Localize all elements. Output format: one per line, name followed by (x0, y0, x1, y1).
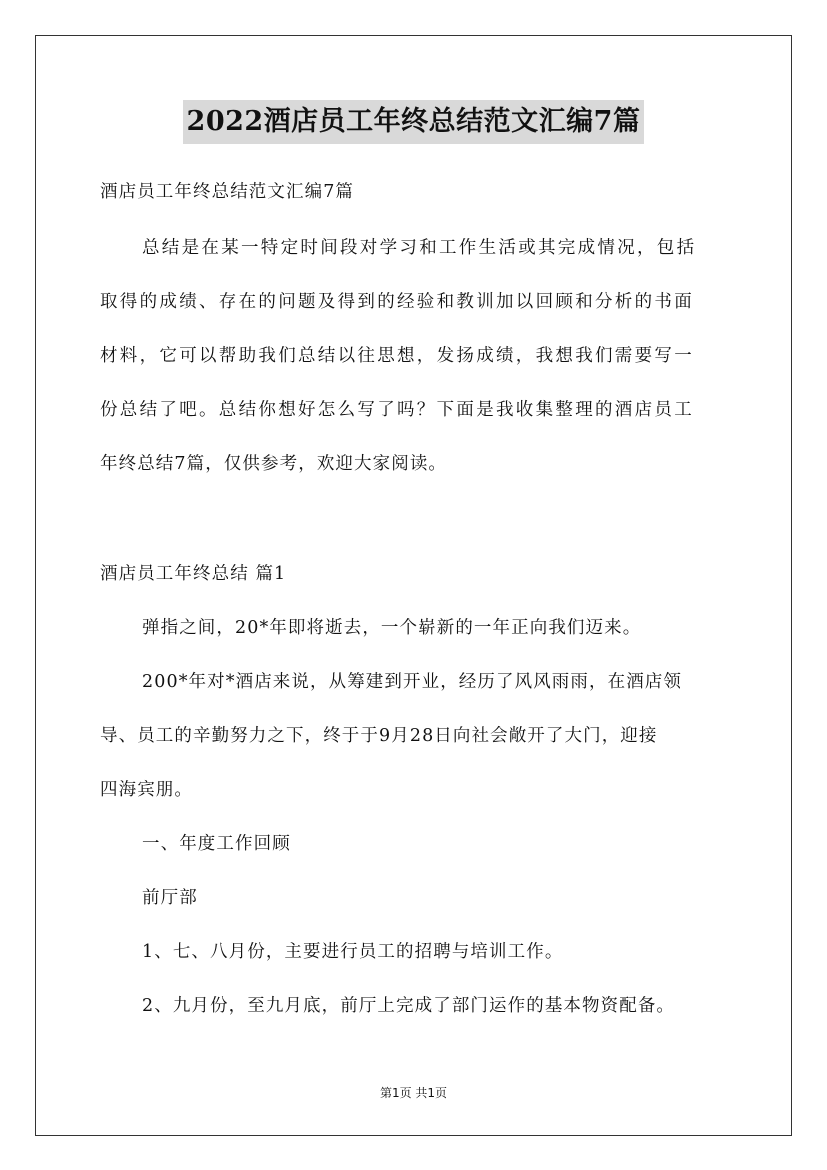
body-line-1: 弹指之间，20*年即将逝去，一个崭新的一年正向我们迈来。 (142, 618, 642, 638)
body-item-2: 2、九月份，至九月底，前厅上完成了部门运作的基本物资配备。 (142, 996, 676, 1016)
body-item-1: 1、七、八月份，主要进行员工的招聘与培训工作。 (142, 942, 564, 962)
body-heading-review: 一、年度工作回顾 (142, 834, 291, 854)
document-title: 2022酒店员工年终总结范文汇编7篇 (183, 100, 645, 144)
body-heading-front-office: 前厅部 (142, 888, 198, 908)
document-title-wrap (0, 100, 827, 144)
document-subtitle: 酒店员工年终总结范文汇编7篇 (100, 182, 355, 202)
intro-line-4: 份总结了吧。总结你想好怎么写了吗？下面是我收集整理的酒店员工 (100, 400, 694, 420)
intro-line-2: 取得的成绩、存在的问题及得到的经验和教训加以回顾和分析的书面 (100, 292, 694, 312)
intro-line-1: 总结是在某一特定时间段对学习和工作生活或其完成情况，包括 (142, 238, 697, 258)
body-line-2: 200*年对*酒店来说，从筹建到开业，经历了风风雨雨，在酒店领 (142, 672, 682, 692)
section-heading: 酒店员工年终总结 篇1 (100, 564, 287, 584)
body-line-3: 导、员工的辛勤努力之下，终于于9月28日向社会敞开了大门，迎接 (100, 726, 658, 746)
body-line-4: 四海宾朋。 (100, 780, 193, 800)
page-footer: 第1页 共1页 (379, 1086, 448, 1100)
intro-line-3: 材料，它可以帮助我们总结以往思想，发扬成绩，我想我们需要写一 (100, 346, 694, 366)
intro-line-5: 年终总结7篇，仅供参考，欢迎大家阅读。 (100, 454, 448, 474)
